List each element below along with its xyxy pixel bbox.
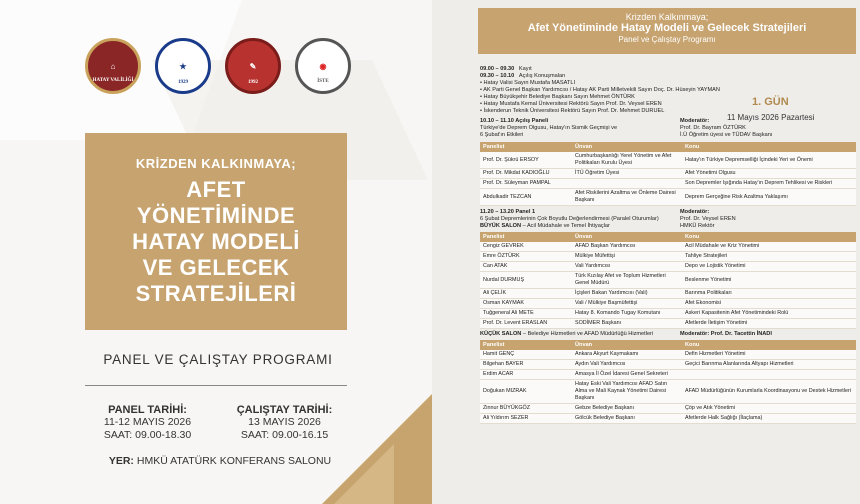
- table-row: [480, 319, 856, 329]
- table-cell: Erdim ACAR: [480, 370, 572, 380]
- program-header-caption: Panel ve Çalıştay Programı: [618, 35, 716, 44]
- col-header: Panelist: [480, 142, 572, 152]
- table-cell: Acil Müdahale ve Kriz Yönetimi: [682, 242, 856, 252]
- day-title: 1. GÜN: [752, 96, 789, 108]
- table-row: [480, 262, 856, 272]
- table-cell: Depo ve Lojistik Yönetimi: [682, 262, 856, 272]
- moderator: Moderatör: Prof. Dr. Veysel EREN HMKÜ Rektör: [680, 209, 736, 229]
- dates-row: [85, 404, 347, 442]
- table-cell: Gölcük Belediye Başkanı: [572, 414, 682, 424]
- program-header-sub: Krizden Kalkınmaya;: [625, 12, 709, 22]
- table-cell: Afet Ekonomisi: [682, 299, 856, 309]
- opening-panel-info: 10.10 – 11.10 Açılış Paneli Türkiye'de Deprem Olgusu, Hatay'ın Sismik Geçmişi ve 6 Şubat'ın Etkileri Moderatör: Prof. Dr. Bayram ÖZTÜRK İ.Ü Öğretim üyesi ve TÜDAV Başkanı: [480, 118, 773, 138]
- panel-date: 11-12 MAYIS 2026: [103, 416, 192, 428]
- table-cell: Hatay 8. Komando Tugay Komutanı: [572, 309, 682, 319]
- table-cell: AFAD Müdürlüğünün Kurumlarla Koordinasyonu ve Destek Hizmetleri: [682, 380, 856, 404]
- table-cell: Doğukan MIZRAK: [480, 380, 572, 404]
- table-row: [480, 272, 856, 289]
- moderator: Moderatör: Prof. Dr. Bayram ÖZTÜRK İ.Ü Öğretim üyesi ve TÜDAV Başkanı: [680, 118, 773, 138]
- table-cell: Prof. Dr. Levent ERASLAN: [480, 319, 572, 329]
- program-content: [480, 66, 856, 424]
- table-row: [480, 252, 856, 262]
- table-cell: İçişleri Bakan Yardımcısı (Vali): [572, 289, 682, 299]
- title-line: HATAY MODELİ: [132, 229, 300, 254]
- col-header: Ünvan: [572, 142, 682, 152]
- table-cell: Prof. Dr. Süleyman PAMPAL: [480, 179, 572, 189]
- table-row: [480, 152, 856, 169]
- iskenderun-teknik-universitesi-logo: ◉ İSTE: [295, 38, 351, 94]
- table-cell: Can ATAK: [480, 262, 572, 272]
- calistay-date-block: [222, 404, 347, 442]
- table-cell: Mülkiye Müfettişi: [572, 252, 682, 262]
- table-cell: [572, 179, 682, 189]
- table-row: [480, 360, 856, 370]
- table-cell: Tuğgeneral Ali METE: [480, 309, 572, 319]
- title-line: STRATEJİLERİ: [135, 281, 297, 306]
- table-cell: [682, 370, 856, 380]
- table-cell: Amasya İl Özel İdaresi Genel Sekreteri: [572, 370, 682, 380]
- panel1-table: [480, 232, 856, 329]
- table-cell: Afet Yönetimi Olgusu: [682, 169, 856, 179]
- table-cell: Çöp ve Atık Yönetimi: [682, 404, 856, 414]
- title-line: AFET: [186, 177, 246, 202]
- table-cell: Nurdal DURMUŞ: [480, 272, 572, 289]
- panel-date-label: PANEL TARİHİ:: [108, 404, 187, 416]
- table-cell: Zinnur BÜYÜKGÖZ: [480, 404, 572, 414]
- program-header: [478, 8, 856, 54]
- table-cell: Cengiz GEVREK: [480, 242, 572, 252]
- table-cell: Defin Hizmetleri Yönetimi: [682, 350, 856, 360]
- speech-item: • Hatay Valisi Sayın Mustafa MASATLI: [480, 80, 576, 86]
- table-cell: Son Depremler Işığında Hatay'ın Deprem Tehlikesi ve Riskleri: [682, 179, 856, 189]
- table-cell: Geçici Barınma Alanlarında Altyapı Hizmetleri: [682, 360, 856, 370]
- panel2-table: [480, 340, 856, 424]
- col-header: Konu: [682, 340, 856, 350]
- table-cell: Cumhurbaşkanlığı Yerel Yönetim ve Afet Politikaları Kurulu Üyesi: [572, 152, 682, 169]
- table-row: [480, 370, 856, 380]
- table-row: [480, 404, 856, 414]
- table-cell: Vali Yardımcısı: [572, 262, 682, 272]
- hatay-buyuksehir-logo: ★ 1929: [155, 38, 211, 94]
- speech-item: • Hatay Büyükşehir Belediye Başkanı Sayın Mehmet ÖNTÜRK: [480, 94, 635, 100]
- logo-row: [85, 38, 351, 94]
- table-row: [480, 189, 856, 206]
- table-row: [480, 289, 856, 299]
- panel-time: SAAT: 09.00-18.30: [103, 429, 192, 441]
- day-date: 11 Mayıs 2026 Pazartesi: [727, 113, 815, 122]
- table-cell: Gebze Belediye Başkanı: [572, 404, 682, 414]
- calistay-date: 13 MAYIS 2026: [248, 416, 321, 428]
- table-cell: SODİMER Başkanı: [572, 319, 682, 329]
- table-cell: Bilgehan BAYER: [480, 360, 572, 370]
- program-page: [432, 0, 860, 504]
- table-cell: Türk Kızılay Afet ve Toplum Hizmetleri Genel Müdürü: [572, 272, 682, 289]
- table-cell: Afetlerde Halk Sağlığı (İlaçlama): [682, 414, 856, 424]
- program-heading: PANEL VE ÇALIŞTAY PROGRAMI: [103, 352, 333, 367]
- title-line: YÖNETİMİNDE: [136, 203, 296, 228]
- table-cell: Emre ÖZTÜRK: [480, 252, 572, 262]
- table-cell: Afet Riskilerini Azaltma ve Önleme Dairesi Başkanı: [572, 189, 682, 206]
- program-header-title: Afet Yönetiminde Hatay Modeli ve Gelecek Stratejileri: [527, 22, 807, 34]
- speech-item: • Hatay Mustafa Kemal Üniversitesi Rektörü Sayın Prof. Dr. Veysel EREN: [480, 101, 662, 107]
- table-cell: AFAD Başkan Yardımcısı: [572, 242, 682, 252]
- table-cell: Tahliye Stratejileri: [682, 252, 856, 262]
- table-cell: Osman KAYMAK: [480, 299, 572, 309]
- venue-label: YER:: [108, 455, 134, 467]
- col-header: Konu: [682, 232, 856, 242]
- table-cell: Hatay'ın Türkiye Depremselliği İçindeki Yeri ve Önemi: [682, 152, 856, 169]
- table-row: [480, 169, 856, 179]
- table-row: [480, 350, 856, 360]
- session-opening: 09.30 – 10.10 Açılış Konuşmaları: [480, 73, 566, 79]
- table-cell: Hatay Eski Vali Yardımcısı AFAD Satın Alma ve Mali Kaynak Yönetimi Dairesi Başkanı: [572, 380, 682, 404]
- venue: [60, 455, 380, 467]
- mustafa-kemal-universitesi-logo: ✎ 1992: [225, 38, 281, 94]
- table-row: [480, 309, 856, 319]
- table-row: [480, 414, 856, 424]
- table-cell: Vali / Mülkiye Başmüfettişi: [572, 299, 682, 309]
- calistay-time: SAAT: 09.00-16.15: [240, 429, 329, 441]
- table-row: [480, 380, 856, 404]
- venue-text: HMKÜ ATATÜRK KONFERANS SALONU: [136, 455, 332, 467]
- col-header: Konu: [682, 142, 856, 152]
- calistay-date-label: ÇALIŞTAY TARİHİ:: [236, 404, 333, 416]
- col-header: Panelist: [480, 340, 572, 350]
- gold-triangle-light: [334, 444, 394, 504]
- table-cell: Prof. Dr. Şükrü ERSOY: [480, 152, 572, 169]
- panel1-info: 11.20 – 13.20 Panel 1 6 Şubat Depremlerinin Çok Boyutlu Değerlendirmesi (Paralel Oturumlar) BÜYÜK SALON – Acil Müdahale ve Temel İhtiyaçlar Moderatör: Prof. Dr. Veysel EREN HMKÜ Rektör: [480, 209, 736, 229]
- title-subtitle: KRİZDEN KALKINMAYA;: [135, 156, 297, 171]
- table-cell: Afetlerde İletişim Yönetimi: [682, 319, 856, 329]
- speech-item: • AK Parti Genel Başkan Yardımcısı / Hatay AK Parti Milletvekili Sayın Doç. Dr. Hüseyin YAYMAN: [480, 87, 720, 93]
- hatay-valiligi-logo: HATAY VALİLİĞİ ⌂: [85, 38, 141, 94]
- table-cell: Ali Yıldırım SEZER: [480, 414, 572, 424]
- table-cell: Beslenme Yönetimi: [682, 272, 856, 289]
- table-cell: İTÜ Öğretim Üyesi: [572, 169, 682, 179]
- col-header: Ünvan: [572, 232, 682, 242]
- table-cell: Prof. Dr. Mikdat KADIOĞLU: [480, 169, 572, 179]
- table-cell: Askeri Kapasitenin Afet Yönetimindeki Rolü: [682, 309, 856, 319]
- speech-item: • İskenderun Teknik Üniversitesi Rektörü Sayın Prof. Dr. Mehmet DURUEL: [480, 108, 665, 114]
- table-cell: Hamit GENÇ: [480, 350, 572, 360]
- title-box: [85, 133, 347, 330]
- col-header: Ünvan: [572, 340, 682, 350]
- title-line: VE GELECEK: [142, 255, 290, 280]
- moderator: Moderatör: Prof. Dr. Tacettin İNADI: [680, 331, 772, 337]
- divider: [85, 385, 347, 386]
- table-cell: Ankara Akyurt Kaymakamı: [572, 350, 682, 360]
- opening-panel-table: [480, 142, 856, 206]
- table-row: [480, 299, 856, 309]
- table-cell: Deprem Gerçeğine Risk Azaltma Yaklaşımı: [682, 189, 856, 206]
- table-row: [480, 179, 856, 189]
- table-row: [480, 242, 856, 252]
- panel-date-block: [85, 404, 210, 442]
- session-registration: 09.00 – 09.30 Kayıt: [480, 66, 532, 72]
- panel2-info: KÜÇÜK SALON – Belediye Hizmetleri ve AFAD Müdürlüğü Hizmetleri Moderatör: Prof. Dr. Tacettin İNADI: [480, 331, 772, 337]
- col-header: Panelist: [480, 232, 572, 242]
- table-cell: Aydın Vali Yardımcısı: [572, 360, 682, 370]
- table-cell: Abdulkadir TEZCAN: [480, 189, 572, 206]
- table-cell: Ali ÇELİK: [480, 289, 572, 299]
- table-cell: Barınma Politikaları: [682, 289, 856, 299]
